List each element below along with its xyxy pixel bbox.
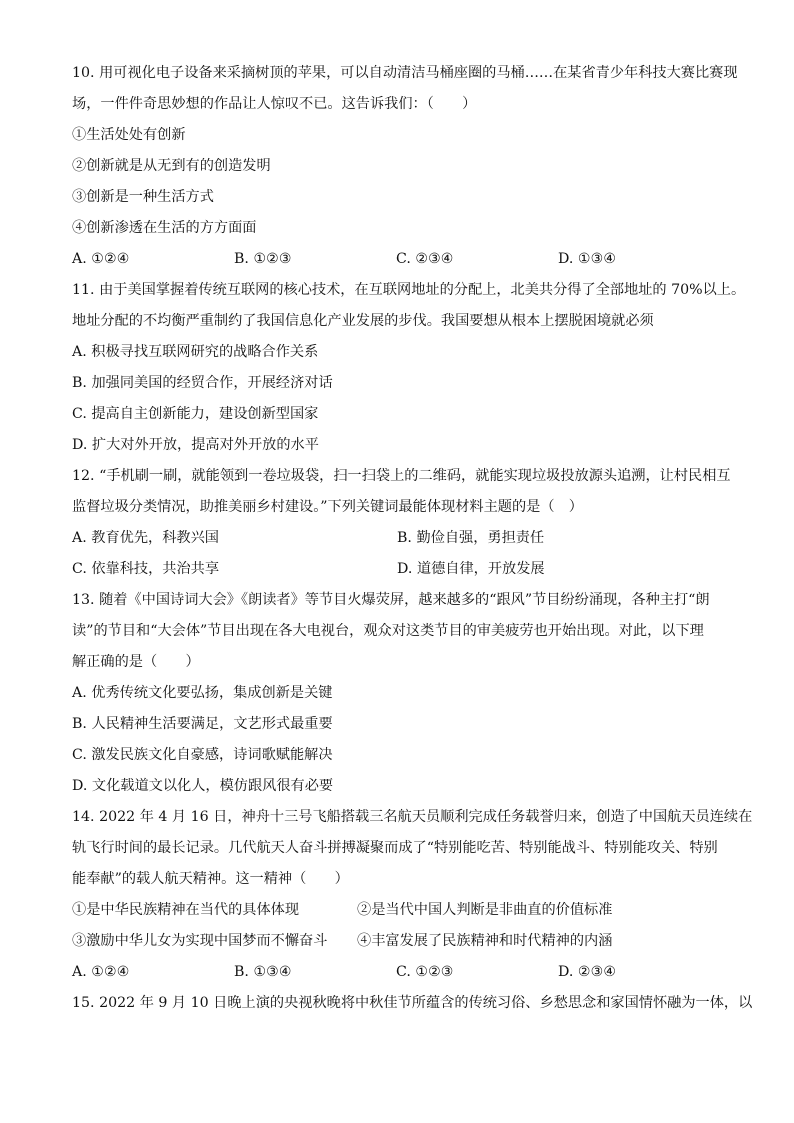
question-10 <box>72 62 738 270</box>
question-stem: 15. 2022 年 9 月 10 日晚上演的央视秋晚将中秋佳节所蕴含的传统习俗、乡愁思念和家国情怀融为一体，以 <box>72 995 753 1011</box>
options-row <box>72 527 722 549</box>
question-stem: 解正确的是（ ） <box>72 654 200 670</box>
statement: ①生活处处有创新 <box>72 127 186 143</box>
option-a: A. 积极寻找互联网研究的战略合作关系 <box>72 344 319 360</box>
option-d: D. 道德自律，开放发展 <box>397 561 545 577</box>
option-d: D. ①③④ <box>558 251 617 267</box>
option-a: A. ①②④ <box>72 251 130 267</box>
statement: ②创新就是从无到有的创造发明 <box>72 158 271 174</box>
statements-row <box>72 899 722 921</box>
option-a: A. 教育优先，科教兴国 <box>72 530 219 546</box>
statement: ②是当代中国人判断是非曲直的价值标准 <box>357 902 613 918</box>
option-b: B. 人民精神生活要满足，文艺形式最重要 <box>72 716 333 732</box>
exam-page <box>72 62 753 1023</box>
statement: ④丰富发展了民族精神和时代精神的内涵 <box>357 933 613 949</box>
question-stem: 12. “手机刷一刷，就能领到一卷垃圾袋，扫一扫袋上的二维码，就能实现垃圾投放源头追溯，让村民相互 <box>72 468 731 484</box>
question-15 <box>72 992 753 1014</box>
option-c: C. 依靠科技，共治共享 <box>72 561 220 577</box>
option-b: B. ①③④ <box>234 964 292 980</box>
option-d: D. ②③④ <box>558 964 617 980</box>
question-stem: 场，一件件奇思妙想的作品让人惊叹不已。这告诉我们：（ ） <box>72 96 477 112</box>
question-stem: 13. 随着《中国诗词大会》《朗读者》等节目火爆荧屏，越来越多的“跟风”节目纷纷涌现，各种主打“朗 <box>72 592 710 608</box>
option-b: B. ①②③ <box>234 251 292 267</box>
option-a: A. 优秀传统文化要弘扬，集成创新是关键 <box>72 685 333 701</box>
option-c: C. 提高自主创新能力，建设创新型国家 <box>72 406 319 422</box>
option-d: D. 扩大对外开放，提高对外开放的水平 <box>72 437 319 453</box>
question-stem: 监督垃圾分类情况，助推美丽乡村建设。”下列关键词最能体现材料主题的是（ ） <box>72 499 583 515</box>
options-row <box>72 248 722 270</box>
question-11 <box>72 279 746 456</box>
option-c: C. ①②③ <box>396 964 454 980</box>
statement: ③创新是一种生活方式 <box>72 189 214 205</box>
options-row <box>72 558 722 580</box>
question-stem: 14. 2022 年 4 月 16 日，神舟十三号飞船搭载三名航天员顺利完成任务载誉归来，创造了中国航天员连续在 <box>72 809 753 825</box>
question-13 <box>72 589 722 797</box>
options-row <box>72 961 722 983</box>
question-stem: 11. 由于美国掌握着传统互联网的核心技术，在互联网地址的分配上，北美共分得了全部地址的 70%以上。 <box>72 282 746 298</box>
question-stem: 轨飞行时间的最长记录。几代航天人奋斗拼搏凝聚而成了“特别能吃苦、特别能战斗、特别能攻关、特别 <box>72 840 718 856</box>
statements-row <box>72 930 722 952</box>
question-12 <box>72 465 731 580</box>
question-stem: 读”的节目和“大会体”节目出现在各大电视台，观众对这类节目的审美疲劳也开始出现。对此，以下理 <box>72 623 704 639</box>
statement: ①是中华民族精神在当代的具体体现 <box>72 902 300 918</box>
statement: ④创新渗透在生活的方方面面 <box>72 220 257 236</box>
statement: ③激励中华儿女为实现中国梦而不懈奋斗 <box>72 933 328 949</box>
question-14 <box>72 806 753 983</box>
option-c: C. ②③④ <box>396 251 454 267</box>
option-b: B. 勤俭自强，勇担责任 <box>397 530 545 546</box>
option-d: D. 文化载道文以化人，模仿跟风很有必要 <box>72 778 334 794</box>
question-stem: 能奉献”的载人航天精神。这一精神（ ） <box>72 871 349 887</box>
option-b: B. 加强同美国的经贸合作，开展经济对话 <box>72 375 333 391</box>
option-a: A. ①②④ <box>72 964 130 980</box>
question-stem: 地址分配的不均衡严重制约了我国信息化产业发展的步伐。我国要想从根本上摆脱困境就必须 <box>72 313 654 329</box>
option-c: C. 激发民族文化自豪感，诗词歌赋能解决 <box>72 747 333 763</box>
question-stem: 10. 用可视化电子设备来采摘树顶的苹果，可以自动清洁马桶座圈的马桶……在某省青少年科技大赛比赛现 <box>72 65 738 81</box>
